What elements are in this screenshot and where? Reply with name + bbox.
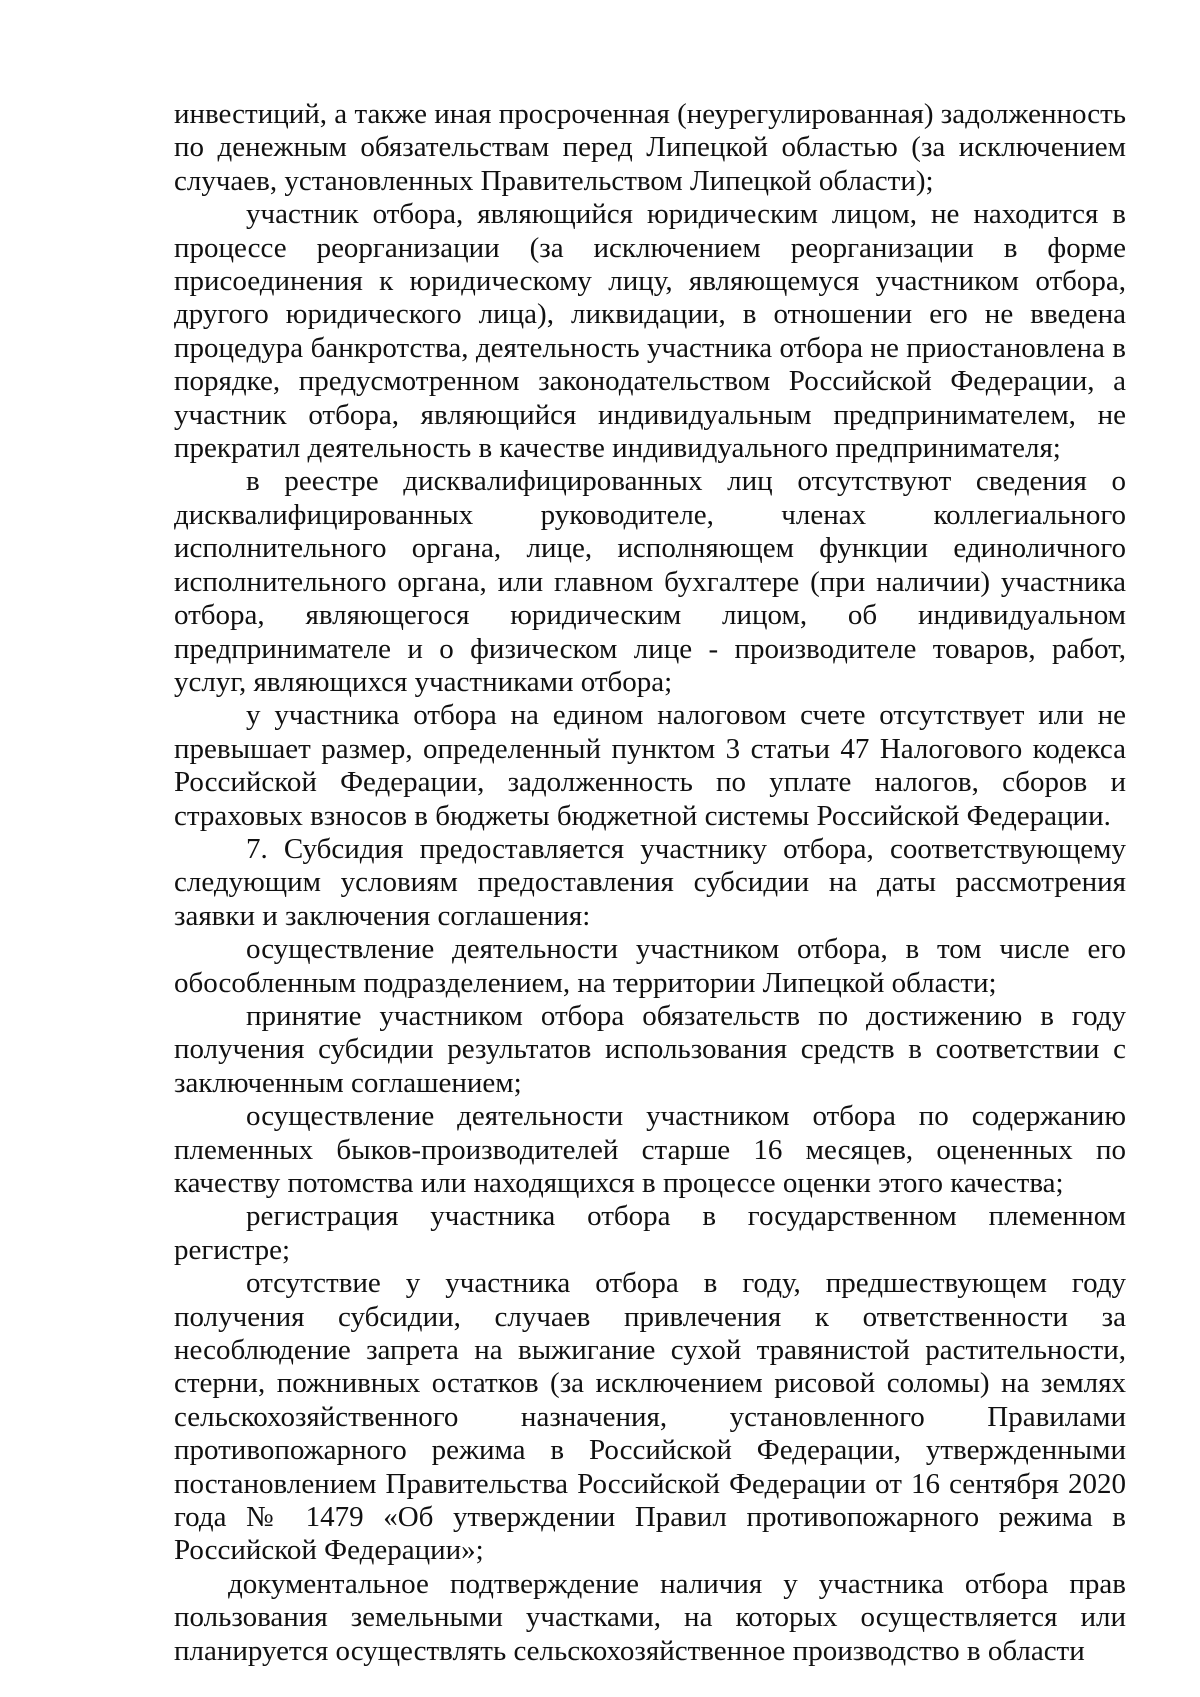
paragraph-bulls: осуществление деятельности участником отбора по содержанию племенных быков-производителей старше 16 месяцев, оцененных по качеству потомства или находящихся в процессе оценки этого качества;: [174, 1100, 1126, 1199]
paragraph-land-rights: документальное подтверждение наличия у участника отбора прав пользования земельными участками, на которых осуществляется или планируется осуществлять сельскохозяйственное производство в области: [174, 1567, 1126, 1667]
paragraph-fire-regime: отсутствие у участника отбора в году, предшествующем году получения субсидии, случаев привлечения к ответственности за несоблюдение запрета на выжигание сухой травянистой растительности, стерни, пожнивных остатков (за исключением рисовой соломы) на землях сельскохозяйственного назначения, установленного Правилами противопожарного режима в Российской Федерации, утвержденными постановлением Правительства Российской Федерации от 16 сентября 2020 года № 1479 «Об утверждении Правил противопожарного режима в Российской Федерации»;: [174, 1267, 1126, 1567]
paragraph-tax-account: у участника отбора на едином налоговом счете отсутствует или не превышает размер, определенный пунктом 3 статьи 47 Налогового кодекса Российской Федерации, задолженность по уплате налогов, сборов и страховых взносов в бюджеты бюджетной системы Российской Федерации.: [174, 699, 1126, 832]
paragraph-investments-debt: инвестиций, а также иная просроченная (неурегулированная) задолженность по денежным обязательствам перед Липецкой областью (за исключением случаев, установленных Правительством Липецкой области);: [174, 98, 1126, 197]
document-body: [174, 98, 1126, 1668]
paragraph-no-reorganization: участник отбора, являющийся юридическим лицом, не находится в процессе реорганизации (за исключением реорганизации в форме присоединения к юридическому лицу, являющемуся участником отбора, другого юридического лица), ликвидации, в отношении его не введена процедура банкротства, деятельность участника отбора не приостановлена в порядке, предусмотренном законодательством Российской Федерации, а участник отбора, являющийся индивидуальным предпринимателем, не прекратил деятельность в качестве индивидуального предпринимателя;: [174, 198, 1126, 465]
paragraph-territory: осуществление деятельности участником отбора, в том числе его обособленным подразделением, на территории Липецкой области;: [174, 933, 1126, 999]
paragraph-obligations: принятие участником отбора обязательств по достижению в году получения субсидии результатов использования средств в соответствии с заключенным соглашением;: [174, 999, 1126, 1099]
paragraph-disqualified-registry: в реестре дисквалифицированных лиц отсутствуют сведения о дисквалифицированных руководителе, членах коллегиального исполнительного органа, лице, исполняющем функции единоличного исполнительного органа, или главном бухгалтере (при наличии) участника отбора, являющегося юридическим лицом, об индивидуальном предпринимателе и о физическом лице - производителе товаров, работ, услуг, являющихся участниками отбора;: [174, 465, 1126, 698]
paragraph-breeding-register: регистрация участника отбора в государственном племенном регистре;: [174, 1200, 1126, 1266]
paragraph-item-7: 7. Субсидия предоставляется участнику отбора, соответствующему следующим условиям предоставления субсидии на даты рассмотрения заявки и заключения соглашения:: [174, 832, 1126, 932]
